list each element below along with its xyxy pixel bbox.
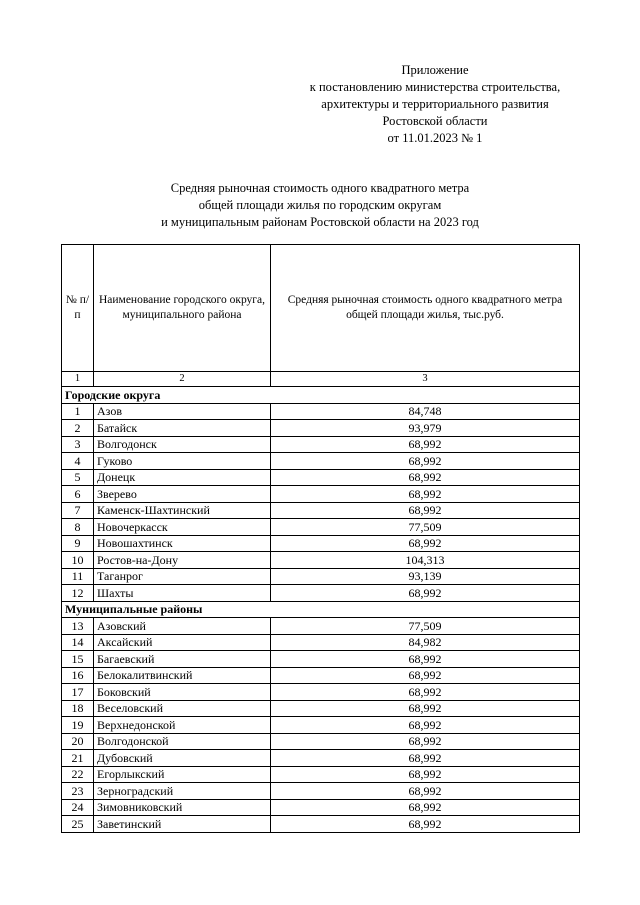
row-value: 68,992 <box>271 667 580 684</box>
row-value: 68,992 <box>271 651 580 668</box>
appendix-line: Приложение <box>401 63 469 77</box>
row-num: 18 <box>62 700 94 717</box>
row-name: Донецк <box>94 469 271 486</box>
row-value: 77,509 <box>271 519 580 536</box>
row-value: 68,992 <box>271 502 580 519</box>
table-row <box>62 519 580 536</box>
row-value: 68,992 <box>271 717 580 734</box>
row-name: Белокалитвинский <box>94 667 271 684</box>
row-num: 21 <box>62 750 94 767</box>
row-name: Новочеркасск <box>94 519 271 536</box>
table-row <box>62 585 580 602</box>
section-row <box>62 601 580 618</box>
document-title <box>60 180 580 231</box>
row-value: 68,992 <box>271 816 580 833</box>
table-row <box>62 684 580 701</box>
table-row <box>62 717 580 734</box>
row-name: Заветинский <box>94 816 271 833</box>
row-num: 10 <box>62 552 94 569</box>
row-name: Таганрог <box>94 568 271 585</box>
header-num: № п/п <box>62 245 94 372</box>
row-num: 16 <box>62 667 94 684</box>
appendix-block <box>270 62 600 147</box>
appendix-line: Ростовской области <box>382 114 488 128</box>
header-value: Средняя рыночная стоимость одного квадратного метра общей площади жилья, тыс.руб. <box>271 245 580 372</box>
row-num: 7 <box>62 502 94 519</box>
section-row <box>62 387 580 404</box>
row-value: 68,992 <box>271 799 580 816</box>
table-index-row <box>62 372 580 387</box>
row-name: Боковский <box>94 684 271 701</box>
table-row <box>62 750 580 767</box>
row-num: 3 <box>62 436 94 453</box>
row-value: 68,992 <box>271 469 580 486</box>
row-num: 15 <box>62 651 94 668</box>
title-line: Средняя рыночная стоимость одного квадратного метра <box>170 181 470 195</box>
row-value: 84,982 <box>271 634 580 651</box>
row-value: 68,992 <box>271 535 580 552</box>
row-num: 17 <box>62 684 94 701</box>
row-value: 68,992 <box>271 436 580 453</box>
table-row <box>62 816 580 833</box>
row-num: 13 <box>62 618 94 635</box>
row-value: 68,992 <box>271 766 580 783</box>
row-num: 23 <box>62 783 94 800</box>
row-num: 24 <box>62 799 94 816</box>
row-value: 68,992 <box>271 733 580 750</box>
row-num: 1 <box>62 403 94 420</box>
table-row <box>62 420 580 437</box>
row-value: 93,979 <box>271 420 580 437</box>
section-title: Муниципальные районы <box>62 601 580 618</box>
row-name: Гуково <box>94 453 271 470</box>
table-row <box>62 667 580 684</box>
row-num: 11 <box>62 568 94 585</box>
section-title: Городские округа <box>62 387 580 404</box>
table-row <box>62 453 580 470</box>
table-row <box>62 700 580 717</box>
row-value: 68,992 <box>271 585 580 602</box>
table-row <box>62 486 580 503</box>
row-name: Волгодонск <box>94 436 271 453</box>
table-row <box>62 618 580 635</box>
appendix-line: к постановлению министерства строительства, <box>309 80 561 94</box>
row-num: 20 <box>62 733 94 750</box>
row-name: Аксайский <box>94 634 271 651</box>
table-row <box>62 469 580 486</box>
row-value: 68,992 <box>271 486 580 503</box>
price-table <box>61 244 580 833</box>
row-name: Каменск-Шахтинский <box>94 502 271 519</box>
row-num: 4 <box>62 453 94 470</box>
table-row <box>62 436 580 453</box>
row-num: 9 <box>62 535 94 552</box>
table-header-row <box>62 245 580 372</box>
row-num: 8 <box>62 519 94 536</box>
row-name: Волгодонской <box>94 733 271 750</box>
row-value: 68,992 <box>271 453 580 470</box>
row-name: Ростов-на-Дону <box>94 552 271 569</box>
table-row <box>62 733 580 750</box>
table-row <box>62 766 580 783</box>
row-name: Азов <box>94 403 271 420</box>
row-name: Дубовский <box>94 750 271 767</box>
row-name: Веселовский <box>94 700 271 717</box>
row-name: Шахты <box>94 585 271 602</box>
row-value: 68,992 <box>271 700 580 717</box>
row-num: 12 <box>62 585 94 602</box>
row-num: 22 <box>62 766 94 783</box>
row-name: Верхнедонской <box>94 717 271 734</box>
appendix-line: архитектуры и территориального развития <box>321 97 549 111</box>
appendix-line: от 11.01.2023 № 1 <box>387 131 483 145</box>
table-row <box>62 651 580 668</box>
title-line: общей площади жилья по городским округам <box>198 198 442 212</box>
index-cell: 3 <box>271 372 580 387</box>
title-line: и муниципальным районам Ростовской области на 2023 год <box>161 215 479 229</box>
header-name: Наименование городского округа, муниципального района <box>94 245 271 372</box>
row-num: 2 <box>62 420 94 437</box>
row-value: 77,509 <box>271 618 580 635</box>
row-num: 5 <box>62 469 94 486</box>
index-cell: 1 <box>62 372 94 387</box>
row-value: 93,139 <box>271 568 580 585</box>
row-num: 6 <box>62 486 94 503</box>
row-name: Батайск <box>94 420 271 437</box>
row-value: 68,992 <box>271 750 580 767</box>
row-num: 25 <box>62 816 94 833</box>
row-value: 84,748 <box>271 403 580 420</box>
row-value: 104,313 <box>271 552 580 569</box>
table-row <box>62 783 580 800</box>
table-row <box>62 634 580 651</box>
row-num: 14 <box>62 634 94 651</box>
table-row <box>62 502 580 519</box>
row-name: Зимовниковский <box>94 799 271 816</box>
row-value: 68,992 <box>271 684 580 701</box>
table-row <box>62 552 580 569</box>
table-row <box>62 535 580 552</box>
row-name: Зерноградский <box>94 783 271 800</box>
row-value: 68,992 <box>271 783 580 800</box>
table-row <box>62 403 580 420</box>
row-name: Новошахтинск <box>94 535 271 552</box>
row-name: Азовский <box>94 618 271 635</box>
row-name: Егорлыкский <box>94 766 271 783</box>
table-row <box>62 799 580 816</box>
row-name: Зверево <box>94 486 271 503</box>
row-name: Багаевский <box>94 651 271 668</box>
row-num: 19 <box>62 717 94 734</box>
table-row <box>62 568 580 585</box>
index-cell: 2 <box>94 372 271 387</box>
